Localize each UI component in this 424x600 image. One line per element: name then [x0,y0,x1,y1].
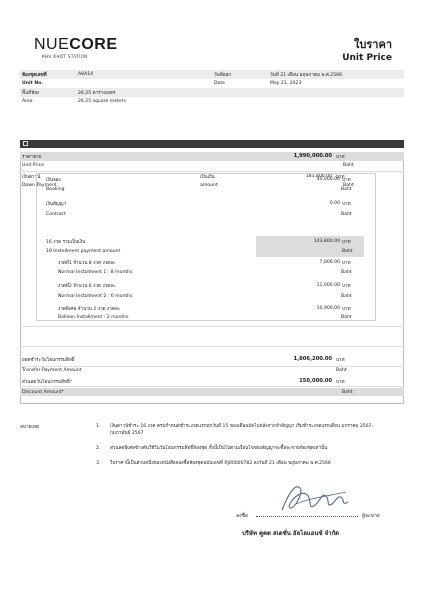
breakdown-label: เงินจอง [46,178,61,183]
note-text: เงินดาวน์ชำระ 16 งวด ครบกำหนดชำระงวดแรกทุกวันที่ 15 ของเดือนถัดไปหลังจากทำสัญญา เริ่มชำระงวดแรกเดือน มกราคม 2567, กุมภาพันธ์ 2567 [110,424,374,436]
note-number: 3. [96,461,101,466]
divider [20,386,404,387]
logo-part2: CORE [69,36,118,53]
breakdown-unit: Baht [341,187,352,192]
info-label: Unit No. [22,81,44,86]
down-mid-en: amount [200,183,218,188]
signer-role: ผู้จะขาย [362,513,380,519]
installment-row-label: Normal Installment 2 : 6 months [58,294,133,299]
down-label-th: เงินดาวน์ [22,175,41,180]
signature-block [232,476,402,536]
info-value: 26.25 square meters [78,99,126,104]
breakdown-unit: Baht [341,212,352,217]
installment-row-label: Balloon Installment : 2 months [58,315,129,320]
transfer-label-en: Transfer Payment Amount [22,368,82,373]
divider [20,326,404,327]
installment-row-unit: Baht [341,315,352,320]
info-value: A8A14 [78,72,94,77]
installment-row-label: งวดพิเศษ จำนวน 2 งวด งวดละ [58,307,121,312]
unit-info-table [20,70,404,106]
notes-label: หมายเหตุ [20,425,39,430]
logo-part1: NUE [34,36,70,53]
down-mid-th: เป็นเงิน [200,175,215,180]
info-label: ห้องชุดเลขที่ [22,73,47,78]
info-value2: May 21, 2023 [270,81,302,86]
note-number: 1. [96,424,101,429]
down-unit-en: Baht [343,183,354,188]
price-unit-th: บาท [336,155,345,160]
price-row-shade [20,152,404,161]
installment-row-label: งวดที่2 จำนวน 6 งวด งวดละ [58,284,116,289]
installment-row-unit: บาท [342,284,351,289]
breakdown-label: Booking [46,187,65,192]
price-value: 1,990,000.00 [293,153,332,159]
price-label-en: Unit Price [22,163,45,168]
note-number: 2. [96,446,101,451]
discount-unit-th: บาท [336,380,345,385]
transfer-unit-en: Baht [336,368,347,373]
logo-subtitle: KHU KHOT STATION [42,54,88,59]
signature-line [256,516,358,517]
breakdown-value: 40,000.00 [316,177,340,182]
info-row [20,70,404,79]
info-row [20,79,404,88]
divider [20,366,404,367]
breakdown-value: 0.00 [329,201,340,206]
info-label2: วันที่ออก [214,73,232,78]
breakdown-unit: บาท [342,178,351,183]
breakdown-label: เงินสัญญา [46,202,67,207]
discount-label-en: Discount Amount* [22,390,64,395]
installment-total-label-en: 16 Instellment payment amount [46,249,121,254]
installment-total-unit-en: Baht [342,249,353,254]
note-text: ส่วนลดพิเศษข้างต้นใช้ในวันโอนกรรมสิทธิ์ห้องชุด ทั้งนี้เป็นไปตามเงื่อนไขของสัญญาจะซื้อจะขายห้องชุดเท่านั้น [110,446,328,451]
down-label-en: Down Payment [22,183,57,188]
info-row [20,97,404,106]
installment-row-value: 7,000.00 [319,260,340,265]
breakdown-label: Contract [46,212,66,217]
info-value: 26.25 ตารางเมตร [78,91,116,96]
installment-row-label: Normal Installment 1 : 8 months [58,270,133,275]
down-unit-th: บาท [336,175,345,180]
info-value2: วันที่ 21 เดือน พฤษภาคม พ.ศ.2566 [270,73,342,78]
divider [20,346,404,347]
price-unit-en: Baht [343,163,354,168]
installment-row-unit: บาท [342,307,351,312]
checkbox-mark-icon [23,141,28,146]
sign-label: ลงชื่อ [236,513,248,519]
doc-title-en: Unit Price [342,53,392,63]
discount-value: 150,000.00 [299,378,332,384]
breakdown-unit: บาท [342,202,351,207]
info-label: พื้นที่ห้อง [22,91,40,96]
doc-title-th: ใบราคา [354,38,392,51]
info-label: Area [22,99,33,104]
installment-row-value: 11,000.00 [316,283,340,288]
info-label2: Date [214,81,225,86]
down-value: 183,800.00 [305,174,332,179]
note-text: ใบราคานี้เป็นส่วนหนึ่งของหนังสือจองซื้อห้องชุดฉบับเลขที่ RJ00000782 ลงวันที่ 21 เดือน พฤษภาคม พ.ศ.2566 [110,461,331,466]
divider [20,171,404,172]
transfer-value: 1,806,200.00 [293,356,332,362]
brand-logo [34,36,118,54]
section-separator [20,140,404,148]
info-row [20,88,404,97]
company-name: บริษัท คูคต สเตชั่น อัลไลแอนซ์ จำกัด [242,530,340,537]
signature-scribble [276,480,356,516]
installment-row-unit: บาท [342,261,351,266]
transfer-unit-th: บาท [336,358,345,363]
installment-row-label: งวดที่1 จำนวน 8 งวด งวดละ [58,261,116,266]
installment-row-value: 10,900.00 [316,306,340,311]
transfer-label-th: ยอดชำระวันโอนกรรมสิทธิ์ [22,358,75,363]
installment-row-unit: Baht [341,294,352,299]
installment-total-value: 143,800.00 [313,239,340,244]
discount-label-th: ส่วนลดวันโอนกรรมสิทธิ์* [22,380,73,385]
installment-total-label-th: 16 งวด รวมเป็นเงิน [46,240,86,245]
discount-unit-en: Baht [342,390,353,395]
installment-total-unit-th: บาท [342,240,351,245]
installment-row-unit: Baht [341,270,352,275]
price-label-th: ราคาขาย [22,155,42,160]
